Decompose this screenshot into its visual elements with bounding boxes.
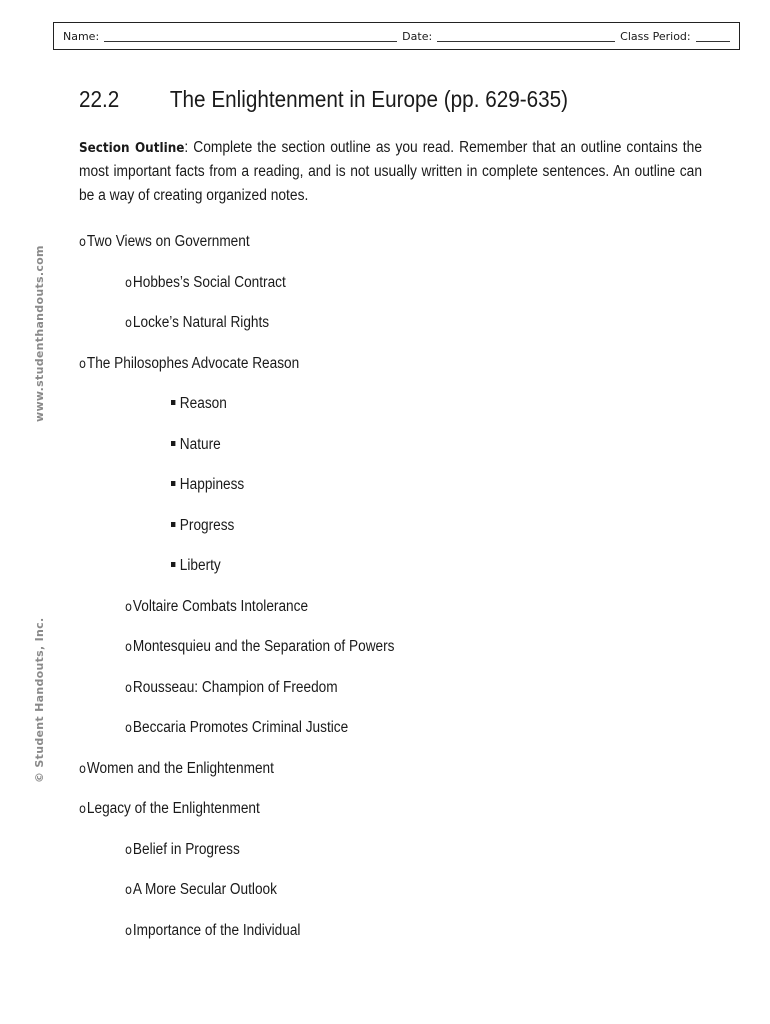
outline-item [125, 274, 286, 292]
intro-paragraph [79, 136, 702, 208]
outline-item-text: Voltaire Combats Intolerance [132, 598, 309, 615]
outline-item-text: Rousseau: Champion of Freedom [132, 679, 338, 696]
circle-bullet-icon: o [125, 681, 133, 696]
square-bullet-icon [171, 481, 175, 486]
outline-item-text: Importance of the Individual [132, 922, 301, 939]
outline-item-text: Women and the Enlightenment [86, 760, 274, 777]
section-title: The Enlightenment in Europe (pp. 629-635) [169, 86, 569, 112]
outline-item [171, 476, 244, 494]
square-bullet-icon [171, 441, 175, 446]
outline-item [125, 922, 300, 940]
outline-item [125, 679, 338, 697]
outline-item [125, 314, 269, 332]
outline-item-text: Montesquieu and the Separation of Powers [132, 638, 395, 655]
outline-item-text: The Philosophes Advocate Reason [86, 355, 300, 372]
outline-item [171, 557, 221, 575]
outline-item-text: Progress [179, 517, 235, 534]
circle-bullet-icon: o [79, 357, 87, 372]
outline-item-text: Liberty [179, 557, 221, 574]
circle-bullet-icon: o [125, 640, 133, 655]
page-title [79, 86, 568, 113]
square-bullet-icon [171, 400, 175, 405]
student-info-header [53, 22, 740, 50]
circle-bullet-icon: o [125, 600, 133, 615]
outline-item-text: Reason [179, 395, 227, 412]
outline-item-text: Legacy of the Enlightenment [86, 800, 260, 817]
outline-item [125, 841, 240, 859]
circle-bullet-icon: o [125, 924, 133, 939]
circle-bullet-icon: o [125, 276, 133, 291]
square-bullet-icon [171, 522, 175, 527]
circle-bullet-icon: o [79, 762, 87, 777]
outline-item [171, 517, 234, 535]
square-bullet-icon [171, 562, 175, 567]
outline-item [79, 355, 299, 373]
date-blank[interactable] [437, 30, 615, 42]
circle-bullet-icon: o [125, 883, 133, 898]
outline-item-text: Two Views on Government [86, 233, 250, 250]
outline-item-text: Happiness [179, 476, 245, 493]
circle-bullet-icon: o [125, 843, 133, 858]
outline-item-text: A More Secular Outlook [132, 881, 277, 898]
outline-item-text: Beccaria Promotes Criminal Justice [132, 719, 349, 736]
outline-item-text: Nature [179, 436, 221, 453]
circle-bullet-icon: o [125, 721, 133, 736]
intro-text: : Complete the section outline as you read. Remember that an outline contains the most important facts from a reading, and is not usually written in complete sentences. An outline can be a way of creating organized notes. [79, 139, 702, 204]
circle-bullet-icon: o [79, 235, 87, 250]
outline-item-text: Locke’s Natural Rights [132, 314, 270, 331]
outline-item [171, 436, 221, 454]
outline-item [125, 638, 395, 656]
outline-item [125, 881, 277, 899]
outline-item [79, 800, 260, 818]
date-label: Date: [402, 29, 433, 43]
class-period-label: Class Period: [620, 29, 691, 43]
outline-item-text: Belief in Progress [132, 841, 240, 858]
outline-item [79, 760, 274, 778]
copyright-watermark: © Student Handouts, Inc. [33, 617, 46, 783]
outline-item [171, 395, 227, 413]
outline-item-text: Hobbes’s Social Contract [132, 274, 286, 291]
circle-bullet-icon: o [125, 316, 133, 331]
website-watermark: www.studenthandouts.com [33, 245, 46, 422]
outline-item [79, 233, 250, 251]
name-label: Name: [63, 29, 100, 43]
outline-item [125, 719, 348, 737]
name-blank[interactable] [104, 30, 397, 42]
outline-item [125, 598, 308, 616]
section-number: 22.2 [79, 86, 120, 112]
class-period-blank[interactable] [696, 30, 730, 42]
circle-bullet-icon: o [79, 802, 87, 817]
intro-label: Section Outline [79, 140, 185, 156]
